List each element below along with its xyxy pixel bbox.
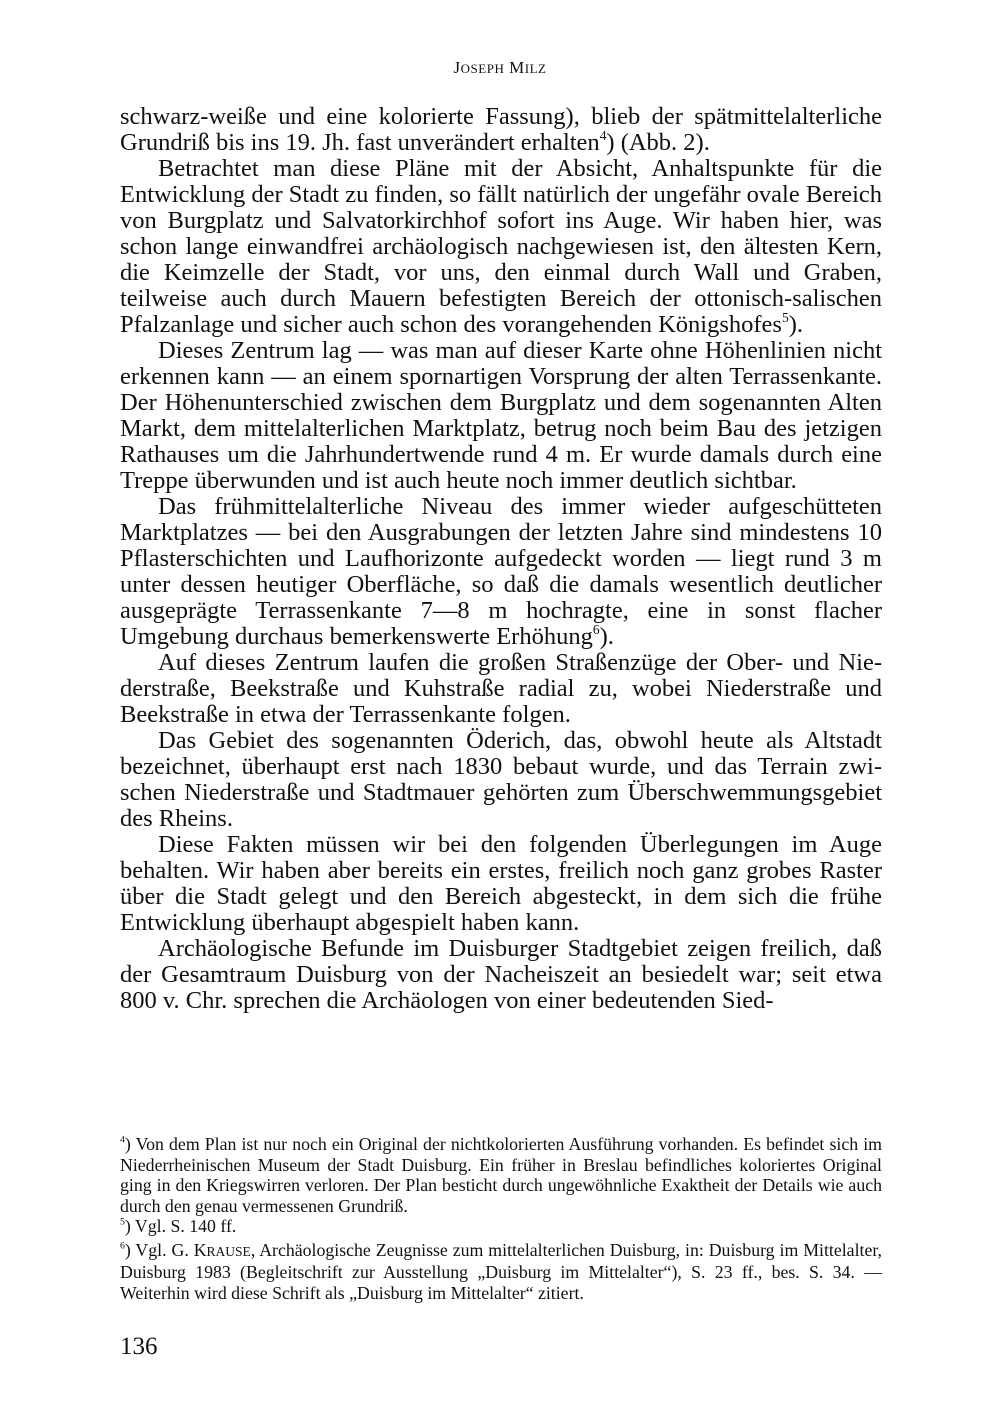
footnote-reference: 5: [781, 309, 789, 325]
paragraph-text: Auf dieses Zentrum laufen die großen Straßenzüge der Ober- und Niederstraße, Beekstraße und Kuhstraße radial zu, wobei Niederstraße und Beekstraße in etwa der Terrassenkante folgen.: [120, 649, 882, 728]
paragraph-tail: ) (Abb. 2).: [606, 129, 710, 156]
footnote-text: , Archäologische Zeugnisse zum mittelalterlichen Duisburg, in: Duisburg im Mittelalter, Duisburg 1983 (Begleitschrift zur Ausstellung „Duisburg im Mittelalter“), S. 23 ff., bes. S. 34. — Weiterhin wird diese Schrift als „Duisburg im Mittelalter“ zitiert.: [120, 1239, 882, 1303]
running-head-initial-first: J: [453, 58, 461, 77]
footnote-author-initial: K: [193, 1239, 207, 1260]
footnotes: [120, 1134, 882, 1303]
paragraph: [120, 104, 882, 156]
running-head: [0, 58, 1000, 78]
footnote-reference: 4: [599, 127, 607, 143]
paragraph-text: Betrachtet man diese Pläne mit der Absicht, Anhaltspunkte für die Entwicklung der Stadt zu finden, so fällt natürlich der ungefähr ovale Bereich von Burgplatz und Salvatorkirchhof sofort ins Auge. Wir haben hier, was schon lange einwandfrei archäologisch nachgewiesen ist, den ältesten Kern, die Keimzelle der Stadt, vor uns, den einmal durch Wall und Graben, teilweise auch durch Mauern befestigten Bereich der ottonisch-salischen Pfalzanlage und sicher auch schon des vorangehenden Königshofes: [120, 155, 882, 338]
paragraph: [120, 494, 882, 650]
running-head-smallcaps-first: OSEPH: [460, 61, 505, 76]
page-number: 136: [120, 1333, 158, 1360]
footnote-text-prefix: ) Vgl. G.: [124, 1239, 194, 1260]
paragraph-text: Das Gebiet des sogenannten Öderich, das, obwohl heute als Altstadt bezeichnet, überhaupt erst nach 1830 bebaut wurde, und das Terrain zwischen Niederstraße und Stadtmauer gehörten zum Überschwemmungsgebiet des Rheins.: [120, 727, 882, 832]
footnote-text: ) Von dem Plan ist nur noch ein Original der nichtkolorierten Ausführung vorhanden. Es befindet sich im Niederrheinischen Museum der Stadt Duisburg. Ein früher in Breslau befindliches koloriertes Original ging in den Kriegswirren verloren. Der Plan besticht durch ungewöhnliche Exaktheit der Details wie auch durch den genau vermessenen Grundriß.: [120, 1134, 882, 1216]
running-head-smallcaps-last: ILZ: [524, 61, 547, 76]
paragraph: [120, 832, 882, 936]
paragraph-text: Das frühmittelalterliche Niveau des immer wieder aufgeschütteten Marktplatzes — bei den Ausgrabungen der letzten Jahre sind mindestens 10 Pflasterschichten und Laufhorizonte aufgedeckt worden — liegt rund 3 m unter dessen heutiger Oberfläche, so daß die damals wesentlich deutlicher ausgeprägte Terrassenkante 7—8 m hochragte, eine in sonst flacher Umgebung durchaus bemerkenswerte Erhöhung: [120, 493, 882, 650]
paragraph-text: Diese Fakten müssen wir bei den folgenden Überlegungen im Auge behalten. Wir haben aber bereits ein erstes, freilich noch ganz grobes Raster über die Stadt gelegt und den Bereich abgesteckt, in dem sich die frühe Entwicklung überhaupt abgespielt haben kann.: [120, 831, 882, 936]
paragraph: [120, 728, 882, 832]
footnote-mark: 4: [120, 1134, 125, 1146]
paragraph: [120, 936, 882, 1014]
footnote-reference: 6: [592, 621, 600, 637]
paragraph-tail: ).: [788, 311, 803, 338]
paragraph-text: schwarz-weiße und eine kolorierte Fassung), blieb der spätmittelalterliche Grundriß bis ins 19. Jh. fast unverändert erhalten: [120, 103, 882, 156]
paragraph: [120, 156, 882, 338]
footnote-mark: 5: [120, 1216, 125, 1228]
paragraph-text: Dieses Zentrum lag — was man auf dieser Karte ohne Höhenlinien nicht erkennen kann — an einem spornartigen Vorsprung der alten Terrassenkante. Der Höhenunterschied zwischen dem Burgplatz und dem sogenannten Alten Markt, dem mittelalterlichen Marktplatz, betrug noch beim Bau des jetzigen Rathauses um die Jahrhundertwende rund 4 m. Er wurde damals durch eine Treppe überwunden und ist auch heute noch immer deutlich sichtbar.: [120, 337, 882, 494]
paragraph-text: Archäologische Befunde im Duisburger Stadtgebiet zeigen freilich, daß der Gesamtraum Duisburg von der Nacheiszeit an besiedelt war; seit etwa 800 v. Chr. sprechen die Archäologen von einer bedeutenden Sied-: [120, 935, 882, 1014]
footnote: [120, 1216, 882, 1237]
paragraph: [120, 650, 882, 728]
paragraph: [120, 338, 882, 494]
paragraph-tail: ).: [599, 623, 614, 650]
footnote-author-smallcaps: RAUSE: [206, 1243, 251, 1259]
running-head-initial-last: M: [509, 58, 525, 77]
footnote-text: ) Vgl. S. 140 ff.: [124, 1216, 237, 1236]
footnote-mark: 6: [120, 1240, 125, 1252]
footnote: [120, 1240, 882, 1304]
footnote: [120, 1134, 882, 1216]
body-text: [120, 104, 882, 1014]
